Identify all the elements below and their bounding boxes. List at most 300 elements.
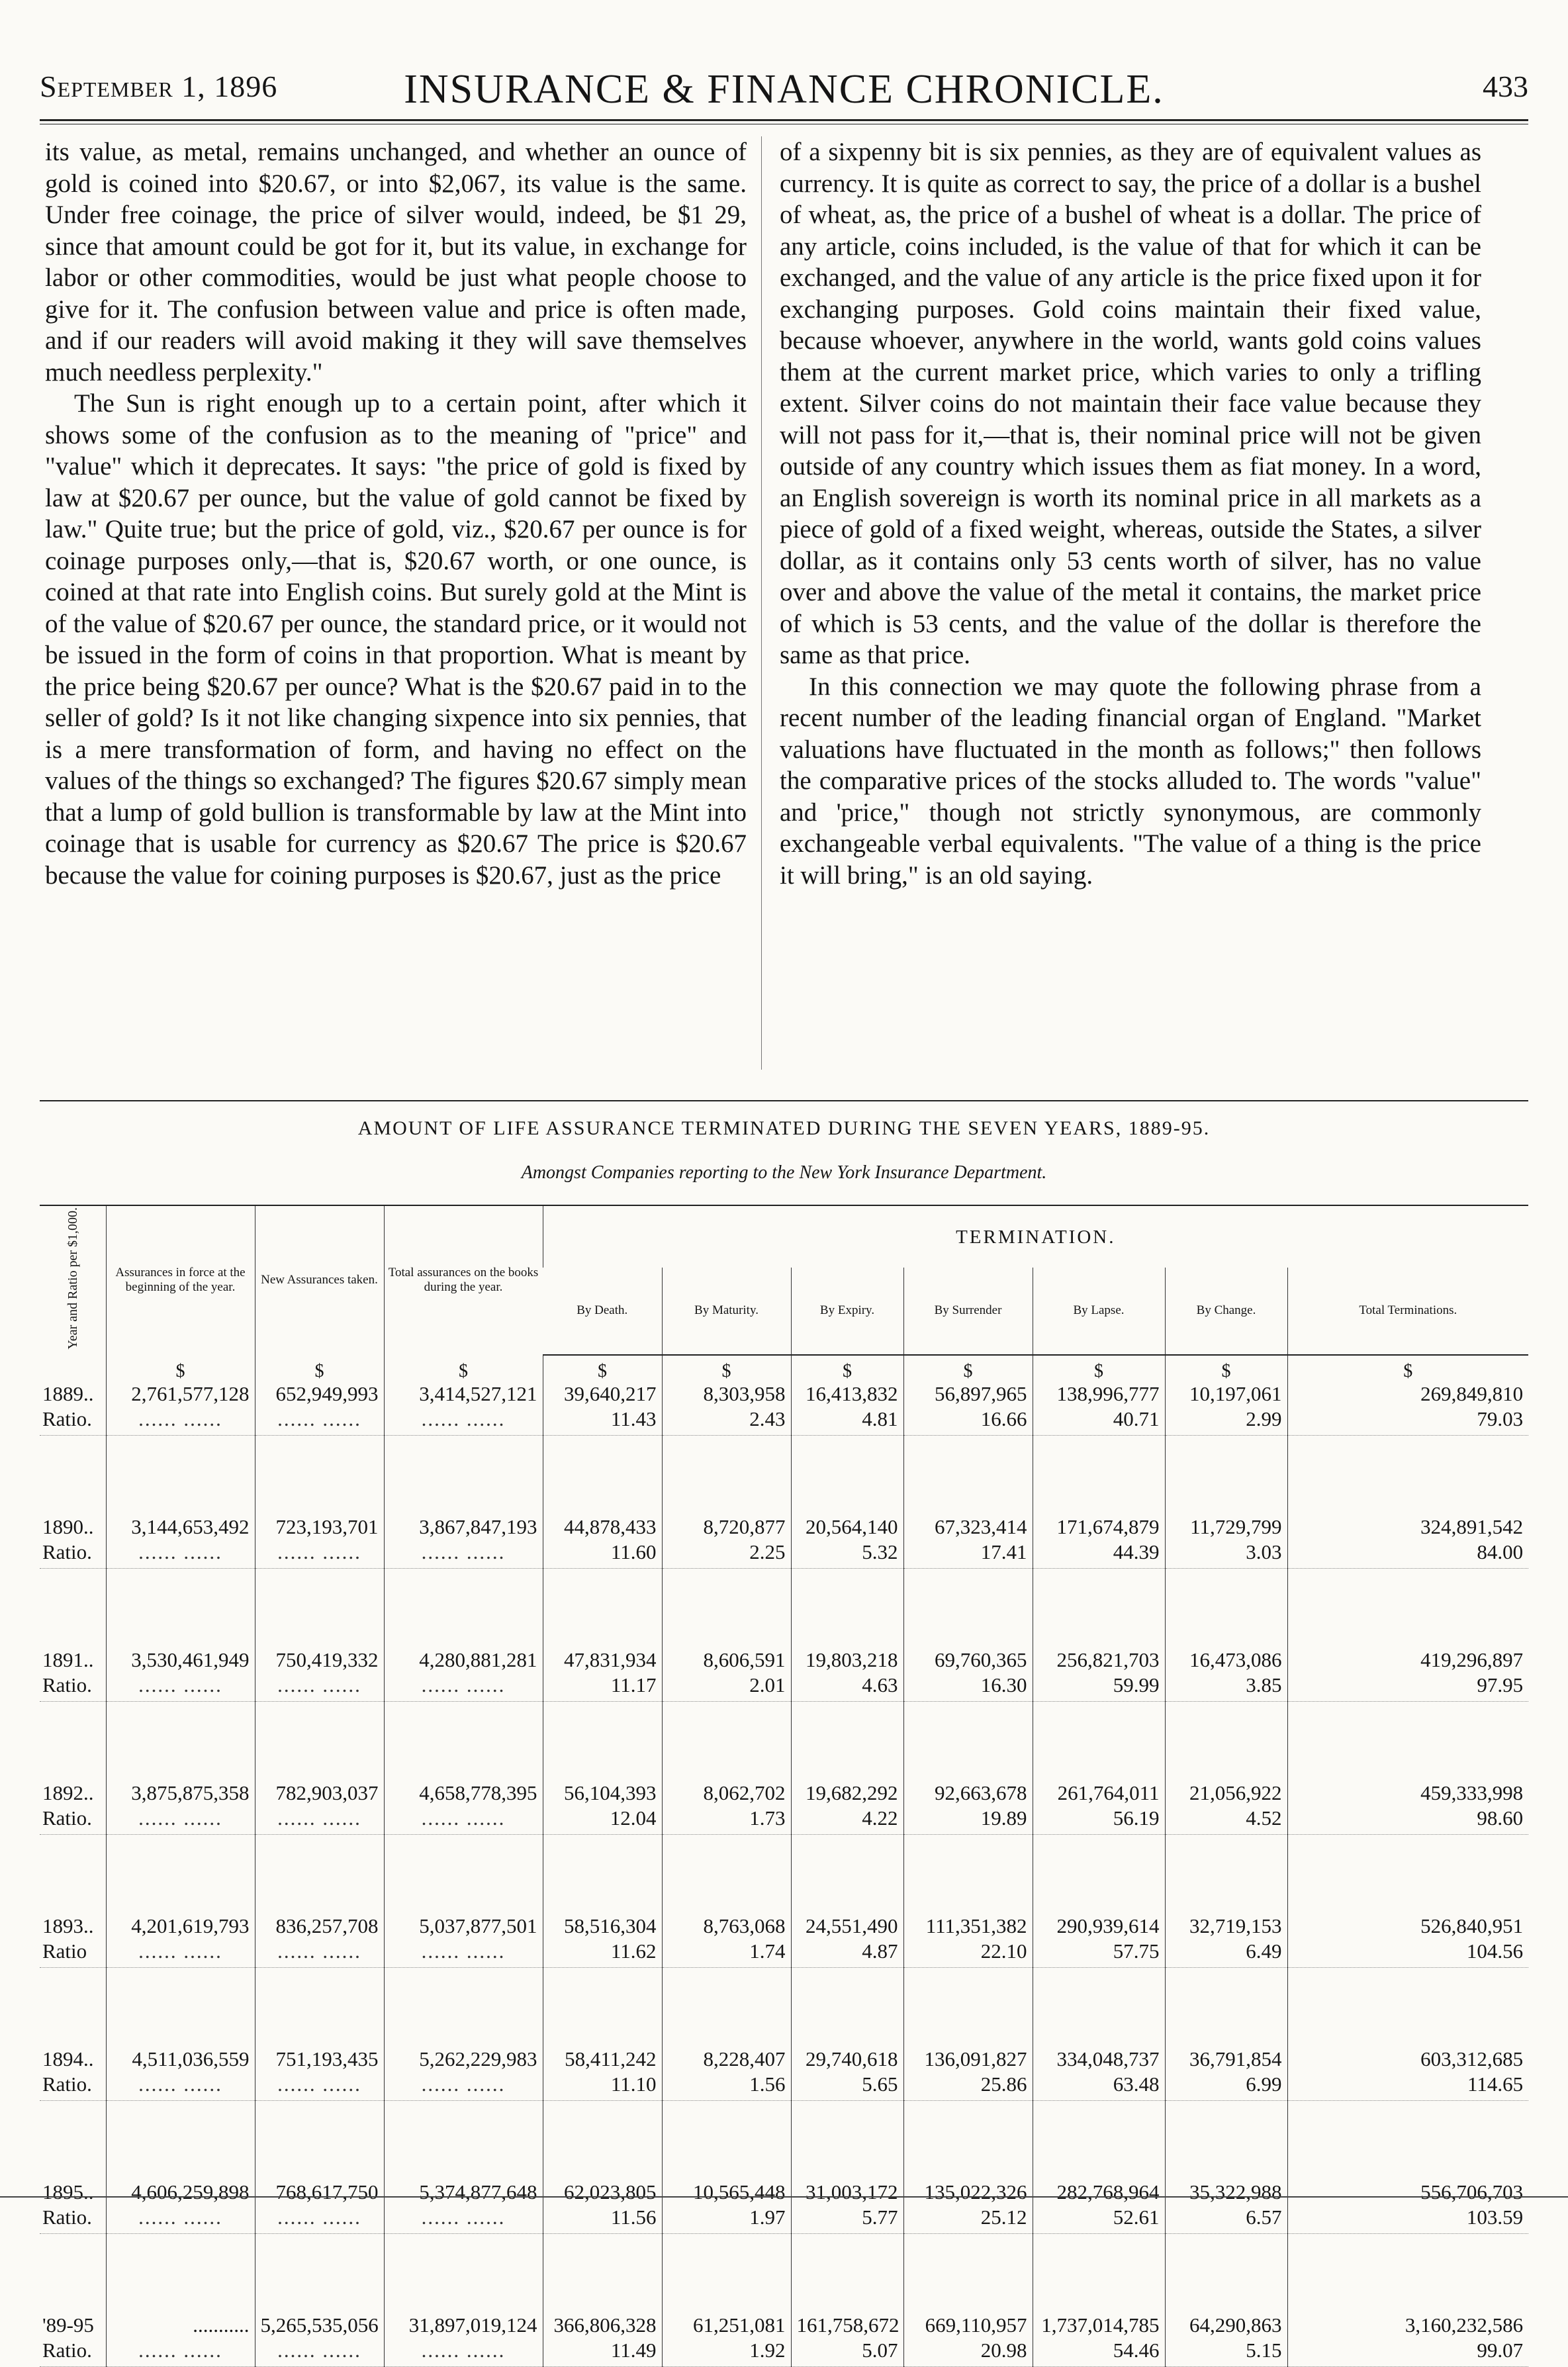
value-death: 47,831,934 [543, 1648, 662, 1673]
spacer-cell [1287, 1967, 1528, 2047]
value-total-books: 5,374,877,648 [384, 2180, 543, 2205]
ratio-maturity: 2.25 [662, 1540, 791, 1569]
currency-blank [40, 1355, 106, 1382]
spacer-cell [40, 2233, 106, 2313]
header-in-force: Assurances in force at the beginning of the year. [106, 1205, 255, 1355]
ratio-dots: ...... ...... [106, 1407, 255, 1436]
row-year: 1895.. [42, 2180, 94, 2204]
spacer-cell [903, 2100, 1033, 2180]
header-new-assurances: New Assurances taken. [255, 1205, 384, 1355]
row-spacer [40, 1435, 1528, 1515]
value-total-books: 3,867,847,193 [384, 1515, 543, 1540]
spacer-cell [106, 1834, 255, 1914]
value-maturity: 8,763,068 [662, 1914, 791, 1939]
ratio-expiry: 5.77 [791, 2205, 903, 2234]
page-header [40, 66, 1528, 113]
article-paragraph: its value, as metal, remains unchanged, and whether an ounce of gold is coined into $20.67, or into $2,067, its value is the same. Under free coinage, the price of silver would, indeed, be $1 29, since that amount could be got for it, but its value, in exchange for labor or other commodities, would be just what people choose to give for it. The confusion between value and price is often made, and if our readers will avoid making it they will save themselves much needless perplexity." [45, 138, 747, 387]
ratio-expiry: 4.87 [791, 1939, 903, 1968]
spacer-cell [106, 2100, 255, 2180]
ratio-change: 3.03 [1165, 1540, 1287, 1569]
spacer-cell [903, 1568, 1033, 1648]
value-change: 21,056,922 [1165, 1781, 1287, 1806]
row-year: 1894.. [42, 2047, 94, 2070]
currency-symbol: $ [384, 1355, 543, 1382]
ratio-death: 11.62 [543, 1939, 662, 1968]
row-year: 1892.. [42, 1781, 94, 1804]
value-maturity: 8,062,702 [662, 1781, 791, 1806]
ratio-lapse: 56.19 [1033, 1806, 1165, 1835]
spacer-cell [543, 1701, 662, 1781]
spacer-cell [543, 2100, 662, 2180]
value-death: 58,411,242 [543, 2047, 662, 2072]
spacer-cell [106, 1435, 255, 1515]
value-change: 32,719,153 [1165, 1914, 1287, 1939]
ratio-surrender: 25.86 [903, 2072, 1033, 2101]
ratio-surrender: 16.30 [903, 1673, 1033, 1702]
ratio-total: 114.65 [1287, 2072, 1528, 2101]
value-expiry: 161,758,672 [791, 2313, 903, 2339]
publication-title: INSURANCE & FINANCE CHRONICLE. [404, 67, 1164, 112]
value-lapse: 290,939,614 [1033, 1914, 1165, 1939]
spacer-cell [1165, 1568, 1287, 1648]
header-rule [40, 119, 1528, 124]
ratio-maturity: 1.92 [662, 2339, 791, 2367]
ratio-lapse: 52.61 [1033, 2205, 1165, 2234]
value-lapse: 1,737,014,785 [1033, 2313, 1165, 2339]
value-in-force: 3,530,461,949 [106, 1648, 255, 1673]
value-lapse: 261,764,011 [1033, 1781, 1165, 1806]
spacer-cell [106, 1701, 255, 1781]
ratio-dots: ...... ...... [384, 2205, 543, 2234]
ratio-change: 4.52 [1165, 1806, 1287, 1835]
spacer-cell [384, 1967, 543, 2047]
value-total: 459,333,998 [1287, 1781, 1528, 1806]
spacer-cell [791, 1568, 903, 1648]
value-lapse: 334,048,737 [1033, 2047, 1165, 2072]
spacer-cell [384, 2100, 543, 2180]
ratio-row [40, 1806, 1528, 1835]
ratio-dots: ...... ...... [255, 2072, 384, 2101]
table-row [40, 2180, 1528, 2205]
ratio-death: 11.43 [543, 1407, 662, 1436]
value-new: 782,903,037 [255, 1781, 384, 1806]
page-number: 433 [1483, 70, 1528, 103]
value-total: 526,840,951 [1287, 1914, 1528, 1939]
spacer-cell [662, 1701, 791, 1781]
spacer-cell [662, 1967, 791, 2047]
ratio-dots: ...... ...... [384, 1806, 543, 1835]
header-date: September 1, 1896 [40, 70, 278, 103]
spacer-cell [903, 2233, 1033, 2313]
ratio-dots: ...... ...... [255, 1806, 384, 1835]
ratio-change: 6.99 [1165, 2072, 1287, 2101]
ratio-expiry: 4.22 [791, 1806, 903, 1835]
ratio-lapse: 54.46 [1033, 2339, 1165, 2367]
ratio-dots: ...... ...... [384, 2339, 543, 2367]
spacer-cell [1165, 1435, 1287, 1515]
value-maturity: 8,720,877 [662, 1515, 791, 1540]
spacer-cell [791, 1435, 903, 1515]
value-new: 723,193,701 [255, 1515, 384, 1540]
value-change: 64,290,863 [1165, 2313, 1287, 2339]
ratio-row [40, 1407, 1528, 1436]
ratio-dots: ...... ...... [106, 2072, 255, 2101]
value-in-force: 4,511,036,559 [106, 2047, 255, 2072]
value-expiry: 16,413,832 [791, 1382, 903, 1407]
spacer-cell [543, 2233, 662, 2313]
spacer-cell [1287, 1701, 1528, 1781]
spacer-cell [903, 1701, 1033, 1781]
spacer-cell [106, 1568, 255, 1648]
ratio-dots: ...... ...... [255, 1407, 384, 1436]
spacer-cell [1287, 1834, 1528, 1914]
spacer-cell [255, 2233, 384, 2313]
value-total-books: 4,280,881,281 [384, 1648, 543, 1673]
spacer-cell [106, 2233, 255, 2313]
spacer-cell [106, 1967, 255, 2047]
value-total: 3,160,232,586 [1287, 2313, 1528, 2339]
ratio-surrender: 16.66 [903, 1407, 1033, 1436]
value-in-force: ........... [106, 2313, 255, 2339]
value-expiry: 24,551,490 [791, 1914, 903, 1939]
ratio-total: 97.95 [1287, 1673, 1528, 1702]
value-expiry: 19,682,292 [791, 1781, 903, 1806]
ratio-lapse: 59.99 [1033, 1673, 1165, 1702]
spacer-cell [255, 1967, 384, 2047]
ratio-row [40, 1939, 1528, 1968]
ratio-total: 79.03 [1287, 1407, 1528, 1436]
value-change: 35,322,988 [1165, 2180, 1287, 2205]
value-death: 62,023,805 [543, 2180, 662, 2205]
table-row [40, 2313, 1528, 2339]
value-surrender: 56,897,965 [903, 1382, 1033, 1407]
row-ratio-label: Ratio. [40, 2072, 106, 2101]
spacer-cell [662, 2233, 791, 2313]
ratio-row [40, 1540, 1528, 1569]
value-in-force: 2,761,577,128 [106, 1382, 255, 1407]
value-total-books: 31,897,019,124 [384, 2313, 543, 2339]
ratio-total: 104.56 [1287, 1939, 1528, 1968]
currency-symbol: $ [662, 1355, 791, 1382]
spacer-cell [1033, 2100, 1165, 2180]
spacer-cell [543, 1568, 662, 1648]
spacer-cell [543, 1967, 662, 2047]
currency-symbol: $ [1033, 1355, 1165, 1382]
value-maturity: 61,251,081 [662, 2313, 791, 2339]
row-ratio-label: Ratio [40, 1939, 106, 1968]
page-bottom-rule [0, 2196, 1568, 2198]
spacer-cell [384, 1834, 543, 1914]
spacer-cell [791, 2233, 903, 2313]
ratio-maturity: 1.97 [662, 2205, 791, 2234]
ratio-dots: ...... ...... [255, 2205, 384, 2234]
value-new: 836,257,708 [255, 1914, 384, 1939]
spacer-cell [662, 1568, 791, 1648]
ratio-maturity: 1.56 [662, 2072, 791, 2101]
spacer-cell [662, 2100, 791, 2180]
spacer-cell [255, 2100, 384, 2180]
spacer-cell [903, 1967, 1033, 2047]
value-maturity: 8,228,407 [662, 2047, 791, 2072]
table-row [40, 1648, 1528, 1673]
row-spacer [40, 1834, 1528, 1914]
spacer-cell [384, 2233, 543, 2313]
value-total: 419,296,897 [1287, 1648, 1528, 1673]
spacer-cell [791, 1834, 903, 1914]
ratio-surrender: 25.12 [903, 2205, 1033, 2234]
ratio-total: 103.59 [1287, 2205, 1528, 2234]
article-paragraph: In this connection we may quote the following phrase from a recent number of the leading financial organ of England. "Market valuations have fluctuated in the month as follows;" then follows the comparative prices of the stocks alluded to. The words "value" and 'price," though not strictly synonymous, are commonly exchangeable verbal equivalents. "The value of a thing is the price it will bring," is an old saying. [780, 672, 1481, 890]
ratio-dots: ...... ...... [106, 1673, 255, 1702]
spacer-cell [1287, 2100, 1528, 2180]
header-by-death: By Death. [543, 1268, 662, 1355]
ratio-lapse: 40.71 [1033, 1407, 1165, 1436]
value-new: 751,193,435 [255, 2047, 384, 2072]
spacer-cell [543, 1435, 662, 1515]
row-ratio-label: Ratio. [40, 2205, 106, 2234]
currency-symbol: $ [106, 1355, 255, 1382]
ratio-total: 99.07 [1287, 2339, 1528, 2367]
spacer-cell [1033, 1435, 1165, 1515]
article-paragraph: The Sun is right enough up to a certain point, after which it shows some of the confusion as to the meaning of "price" and "value" which it deprecates. It says: "the price of gold is fixed by law at $20.67 per ounce, but the value of gold cannot be fixed by law." Quite true; but the price of gold, viz., $20.67 per ounce is for coinage purposes only,—that is, $20.67 worth, or one ounce, is coined at that rate into English coins. But surely gold at the Mint is of the value of $20.67 per ounce, the standard price, or it would not be issued in the form of coins in that proportion. What is meant by the price being $20.67 per ounce? What is the $20.67 paid in to the seller of gold? Is it not like changing sixpence into six pennies, that is a mere transformation of form, and having no effect on the values of the things so exchanged? The figures $20.67 simply mean that a lump of gold bullion is transformable by law at the Mint into coinage that is usable for currency as $20.67 The price is $20.67 because the value for coining purposes is $20.67, just as the price [45, 389, 747, 890]
value-change: 16,473,086 [1165, 1648, 1287, 1673]
spacer-cell [791, 1701, 903, 1781]
row-year: 1893.. [42, 1914, 94, 1937]
value-maturity: 8,606,591 [662, 1648, 791, 1673]
ratio-expiry: 4.63 [791, 1673, 903, 1702]
row-ratio-label: Ratio. [40, 1806, 106, 1835]
ratio-dots: ...... ...... [255, 1939, 384, 1968]
ratio-change: 2.99 [1165, 1407, 1287, 1436]
table-title: AMOUNT OF LIFE ASSURANCE TERMINATED DURING THE SEVEN YEARS, 1889-95. [357, 1117, 1211, 1139]
header-by-change: By Change. [1165, 1268, 1287, 1355]
spacer-cell [255, 1435, 384, 1515]
value-change: 10,197,061 [1165, 1382, 1287, 1407]
value-change: 11,729,799 [1165, 1515, 1287, 1540]
value-expiry: 29,740,618 [791, 2047, 903, 2072]
spacer-cell [384, 1435, 543, 1515]
header-year: Year and Ratio per $1,000. [40, 1205, 106, 1355]
ratio-dots: ...... ...... [255, 1540, 384, 1569]
ratio-row [40, 2339, 1528, 2367]
row-spacer [40, 1701, 1528, 1781]
spacer-cell [40, 1967, 106, 2047]
value-surrender: 111,351,382 [903, 1914, 1033, 1939]
value-total: 324,891,542 [1287, 1515, 1528, 1540]
ratio-dots: ...... ...... [106, 1540, 255, 1569]
currency-symbol: $ [1287, 1355, 1528, 1382]
row-ratio-label: Ratio. [40, 1540, 106, 1569]
row-spacer [40, 1568, 1528, 1648]
ratio-row [40, 1673, 1528, 1702]
value-new: 750,419,332 [255, 1648, 384, 1673]
header-by-maturity: By Maturity. [662, 1268, 791, 1355]
spacer-cell [662, 1834, 791, 1914]
spacer-cell [40, 1701, 106, 1781]
spacer-cell [255, 1568, 384, 1648]
currency-symbol: $ [255, 1355, 384, 1382]
ratio-dots: ...... ...... [384, 1407, 543, 1436]
spacer-cell [1033, 1701, 1165, 1781]
spacer-cell [1165, 1967, 1287, 2047]
ratio-total: 98.60 [1287, 1806, 1528, 1835]
column-divider [761, 136, 762, 1070]
currency-symbol: $ [791, 1355, 903, 1382]
value-surrender: 92,663,678 [903, 1781, 1033, 1806]
row-ratio-label: Ratio. [40, 1673, 106, 1702]
spacer-cell [1287, 1568, 1528, 1648]
article-column-left [45, 136, 747, 891]
ratio-surrender: 19.89 [903, 1806, 1033, 1835]
ratio-death: 11.60 [543, 1540, 662, 1569]
value-death: 39,640,217 [543, 1382, 662, 1407]
ratio-lapse: 44.39 [1033, 1540, 1165, 1569]
spacer-cell [903, 1834, 1033, 1914]
spacer-cell [40, 1834, 106, 1914]
ratio-change: 5.15 [1165, 2339, 1287, 2367]
value-total: 556,706,703 [1287, 2180, 1528, 2205]
ratio-maturity: 2.01 [662, 1673, 791, 1702]
table-row [40, 1382, 1528, 1407]
spacer-cell [40, 1568, 106, 1648]
row-year: 1891.. [42, 1648, 94, 1671]
ratio-dots: ...... ...... [255, 1673, 384, 1702]
spacer-cell [255, 1701, 384, 1781]
value-maturity: 10,565,448 [662, 2180, 791, 2205]
article-column-right [780, 136, 1481, 891]
ratio-row [40, 2205, 1528, 2234]
table-row [40, 1515, 1528, 1540]
ratio-dots: ...... ...... [106, 2339, 255, 2367]
spacer-cell [1033, 2233, 1165, 2313]
ratio-dots: ...... ...... [255, 2339, 384, 2367]
ratio-maturity: 1.74 [662, 1939, 791, 1968]
ratio-change: 6.57 [1165, 2205, 1287, 2234]
value-in-force: 3,875,875,358 [106, 1781, 255, 1806]
spacer-cell [1033, 1967, 1165, 2047]
value-in-force: 3,144,653,492 [106, 1515, 255, 1540]
ratio-death: 11.49 [543, 2339, 662, 2367]
ratio-dots: ...... ...... [384, 1540, 543, 1569]
row-year: 1890.. [42, 1514, 94, 1538]
spacer-cell [1165, 2100, 1287, 2180]
spacer-cell [791, 1967, 903, 2047]
spacer-cell [384, 1701, 543, 1781]
value-expiry: 20,564,140 [791, 1515, 903, 1540]
value-lapse: 282,768,964 [1033, 2180, 1165, 2205]
table-subtitle: Amongst Companies reporting to the New York Insurance Department. [521, 1162, 1047, 1183]
spacer-cell [255, 1834, 384, 1914]
life-assurance-table [40, 1205, 1528, 2367]
table-row [40, 1914, 1528, 1939]
table-top-rule [40, 1100, 1528, 1101]
spacer-cell [1165, 1701, 1287, 1781]
spacer-cell [1033, 1834, 1165, 1914]
spacer-cell [543, 1834, 662, 1914]
ratio-change: 3.85 [1165, 1673, 1287, 1702]
value-total: 603,312,685 [1287, 2047, 1528, 2072]
spacer-cell [662, 1435, 791, 1515]
ratio-row [40, 2072, 1528, 2101]
ratio-maturity: 1.73 [662, 1806, 791, 1835]
spacer-cell [1165, 2233, 1287, 2313]
header-total-books: Total assurances on the books during the year. [384, 1205, 543, 1355]
value-total-books: 5,037,877,501 [384, 1914, 543, 1939]
value-death: 366,806,328 [543, 2313, 662, 2339]
table-body [40, 1355, 1528, 2367]
spacer-cell [791, 2100, 903, 2180]
spacer-cell [903, 1435, 1033, 1515]
row-spacer [40, 2233, 1528, 2313]
value-maturity: 8,303,958 [662, 1382, 791, 1407]
ratio-death: 11.10 [543, 2072, 662, 2101]
ratio-lapse: 63.48 [1033, 2072, 1165, 2101]
table-row [40, 2047, 1528, 2072]
header-termination: TERMINATION. [543, 1205, 1528, 1268]
ratio-death: 11.17 [543, 1673, 662, 1702]
ratio-surrender: 17.41 [903, 1540, 1033, 1569]
ratio-change: 6.49 [1165, 1939, 1287, 1968]
spacer-cell [1287, 2233, 1528, 2313]
ratio-dots: ...... ...... [384, 1939, 543, 1968]
spacer-cell [1033, 1568, 1165, 1648]
value-total-books: 3,414,527,121 [384, 1382, 543, 1407]
value-surrender: 669,110,957 [903, 2313, 1033, 2339]
value-new: 768,617,750 [255, 2180, 384, 2205]
header-by-expiry: By Expiry. [791, 1268, 903, 1355]
spacer-cell [1165, 1834, 1287, 1914]
currency-symbol: $ [543, 1355, 662, 1382]
ratio-expiry: 5.32 [791, 1540, 903, 1569]
value-new: 652,949,993 [255, 1382, 384, 1407]
value-lapse: 171,674,879 [1033, 1515, 1165, 1540]
table-row [40, 1781, 1528, 1806]
value-expiry: 31,003,172 [791, 2180, 903, 2205]
ratio-dots: ...... ...... [106, 1939, 255, 1968]
value-change: 36,791,854 [1165, 2047, 1287, 2072]
value-new: 5,265,535,056 [255, 2313, 384, 2339]
value-total-books: 5,262,229,983 [384, 2047, 543, 2072]
value-death: 56,104,393 [543, 1781, 662, 1806]
currency-symbol: $ [1165, 1355, 1287, 1382]
value-total: 269,849,810 [1287, 1382, 1528, 1407]
row-ratio-label: Ratio. [40, 2339, 106, 2367]
row-year: 1889.. [42, 1381, 94, 1405]
value-total-books: 4,658,778,395 [384, 1781, 543, 1806]
value-surrender: 69,760,365 [903, 1648, 1033, 1673]
ratio-surrender: 20.98 [903, 2339, 1033, 2367]
ratio-surrender: 22.10 [903, 1939, 1033, 1968]
value-lapse: 138,996,777 [1033, 1382, 1165, 1407]
ratio-maturity: 2.43 [662, 1407, 791, 1436]
value-lapse: 256,821,703 [1033, 1648, 1165, 1673]
value-surrender: 67,323,414 [903, 1515, 1033, 1540]
article-paragraph: of a sixpenny bit is six pennies, as they are of equivalent values as currency. It is quite as correct to say, the price of a dollar is a bushel of wheat, as, the price of a bushel of wheat is a dollar. The price of any article, coins included, is the value of that for which it can be exchanged, and the value of any article is the price fixed upon it for exchanging purposes. Gold coins maintain their fixed value, because whoever, anywhere in the world, wants gold coins values them at the current market price, which varies to only a trifling extent. Silver coins do not maintain their face value because they will not pass for it,—that is, their nominal price will not be given outside of any country which issues them as fiat money. In a word, an English sovereign is worth its nominal price in all markets as a piece of gold of a fixed weight, whereas, outside the States, a silver dollar, as it contains only 53 cents worth of silver, has no value over and above the value of the metal it contains, the market price of which is 53 cents, and the value of the dollar is therefore the same as that price. [780, 138, 1481, 669]
currency-symbol: $ [903, 1355, 1033, 1382]
row-spacer [40, 1967, 1528, 2047]
ratio-dots: ...... ...... [384, 2072, 543, 2101]
value-death: 58,516,304 [543, 1914, 662, 1939]
value-in-force: 4,606,259,898 [106, 2180, 255, 2205]
ratio-dots: ...... ...... [384, 1673, 543, 1702]
currency-row [40, 1355, 1528, 1382]
ratio-lapse: 57.75 [1033, 1939, 1165, 1968]
ratio-dots: ...... ...... [106, 2205, 255, 2234]
row-year: '89-95 [42, 2313, 94, 2337]
value-in-force: 4,201,619,793 [106, 1914, 255, 1939]
ratio-expiry: 4.81 [791, 1407, 903, 1436]
value-surrender: 136,091,827 [903, 2047, 1033, 2072]
